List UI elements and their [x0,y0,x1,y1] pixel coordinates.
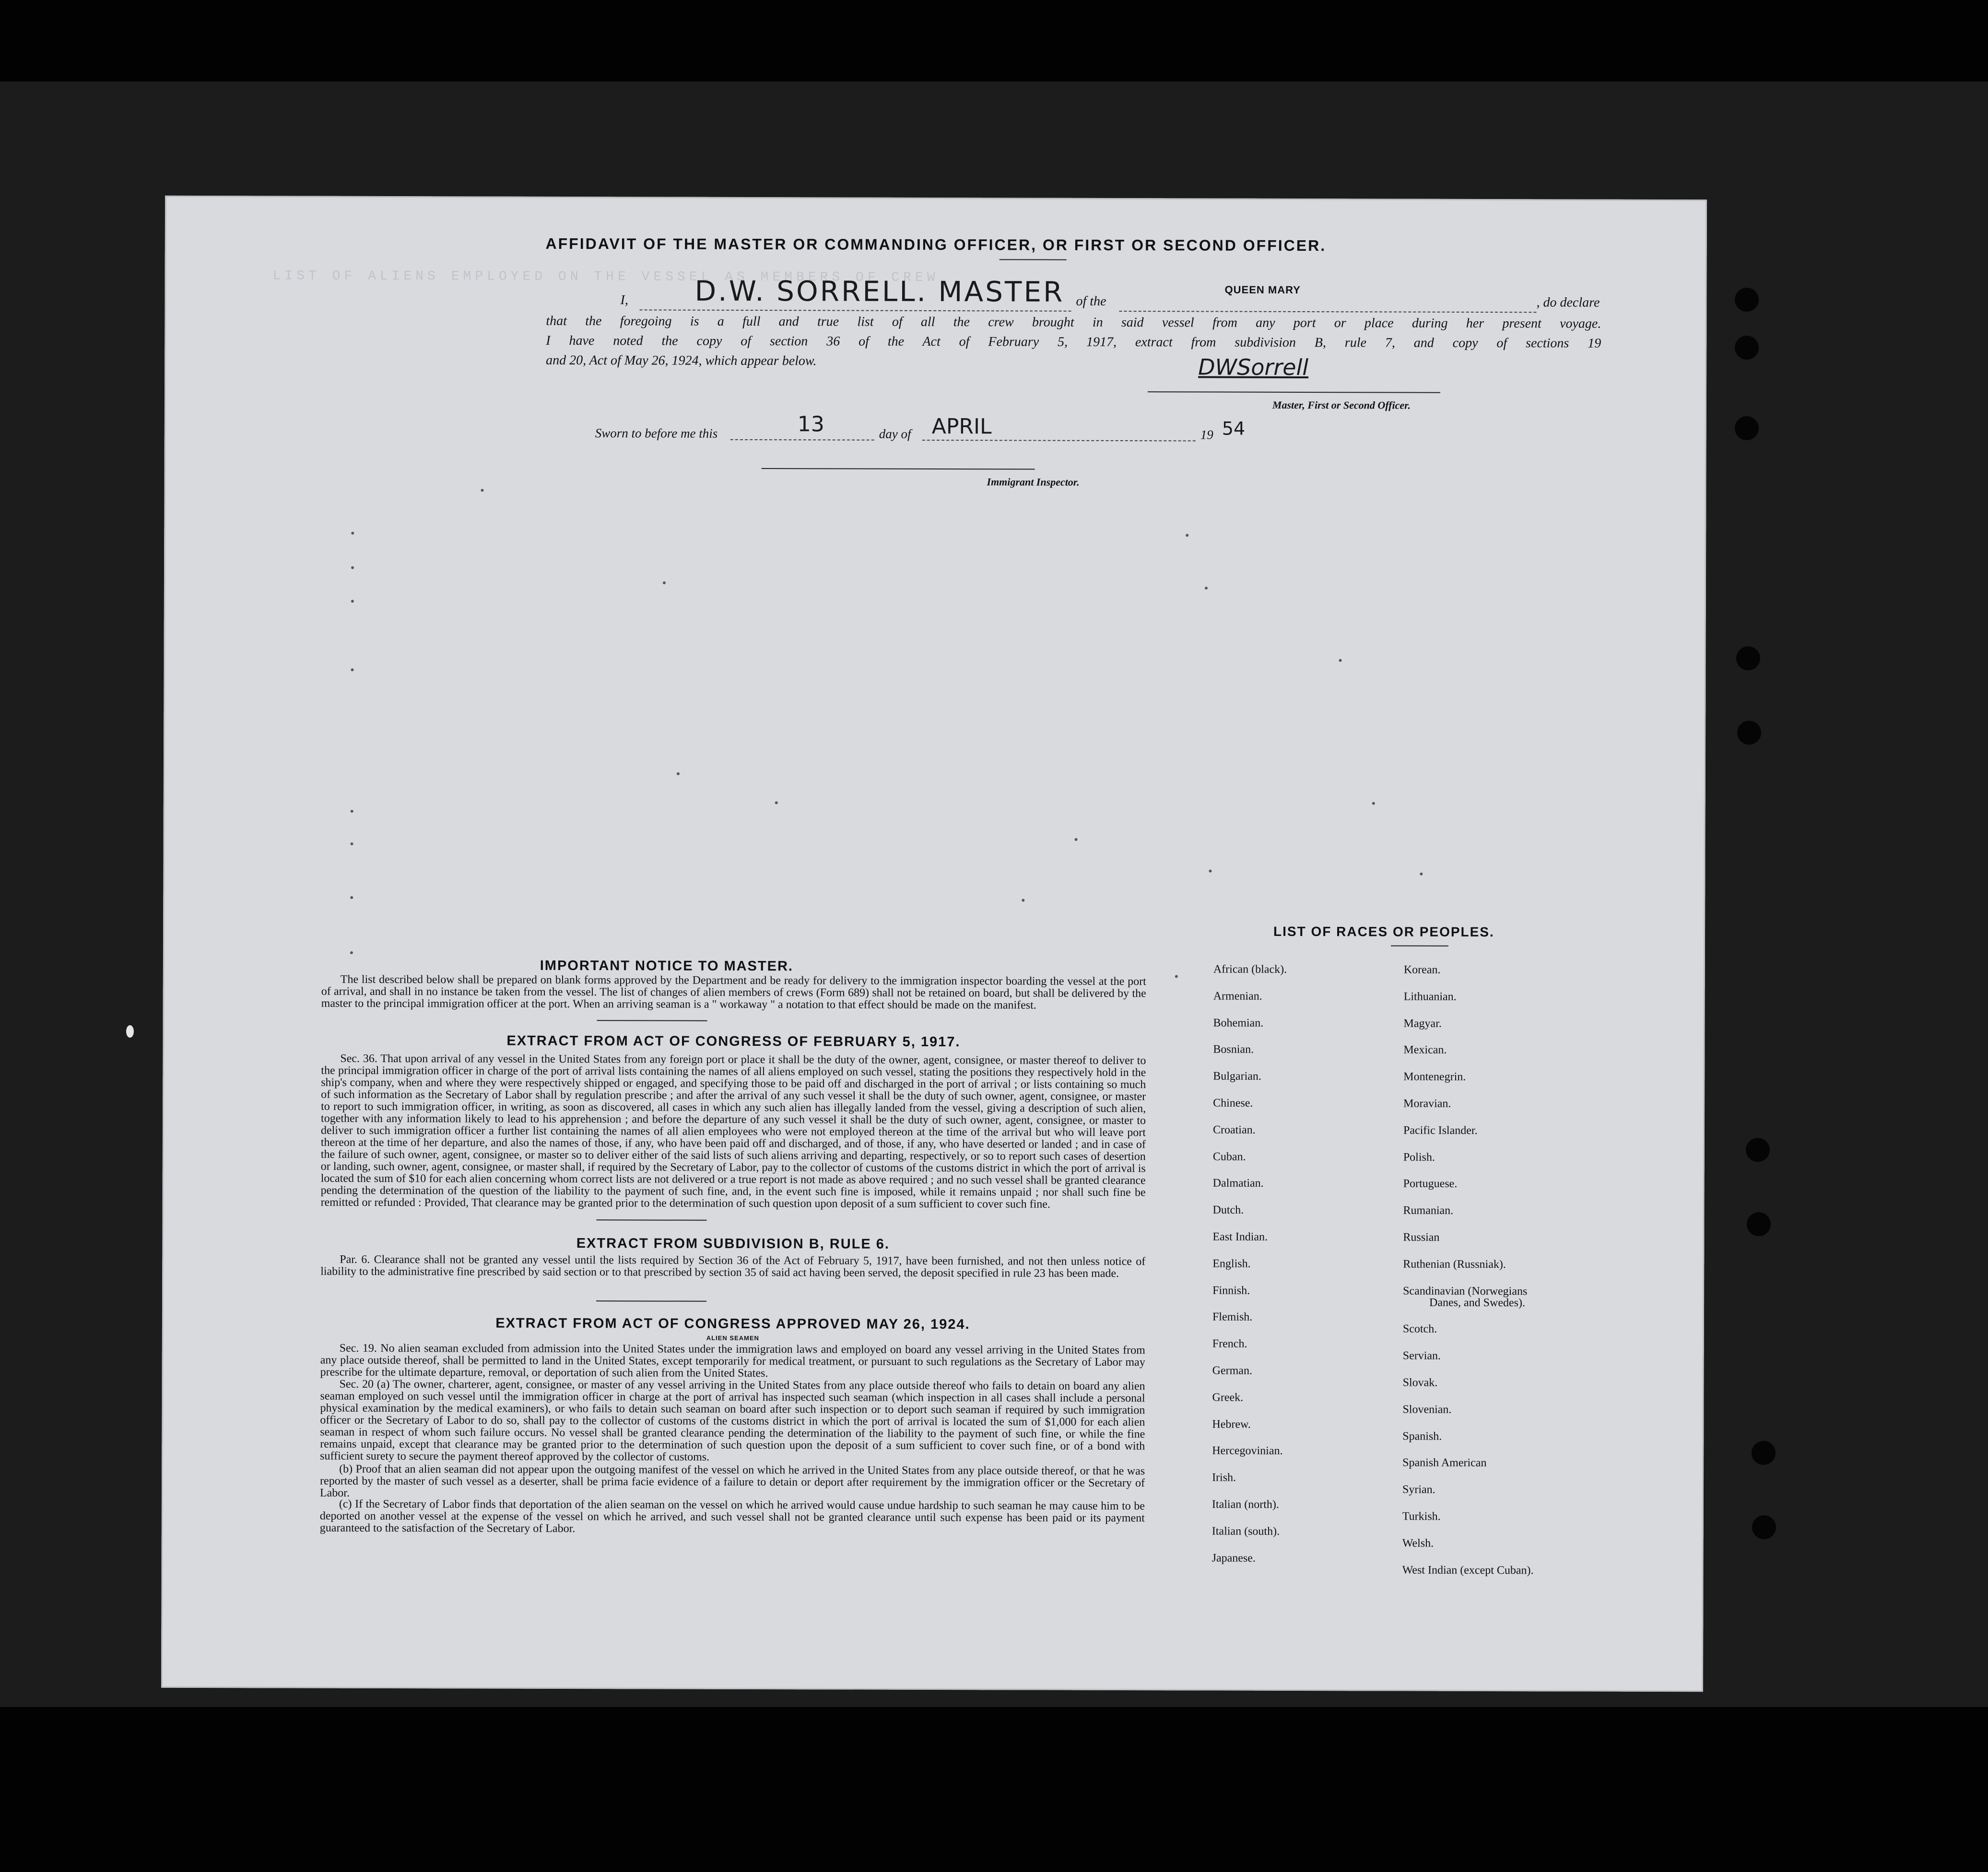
race-item: Hebrew. [1212,1418,1251,1431]
signature-caption: Master, First or Second Officer. [1272,398,1411,411]
affidavit-title: AFFIDAVIT OF THE MASTER OR COMMANDING OFFICER, OR FIRST OR SECOND OFFICER. [545,234,1327,255]
bleed-through: LIST OF ALIENS EMPLOYED ON THE VESSEL AS MEMBERS OF CREW [272,269,939,286]
affidavit-line-2: that the foregoing is a full and true list of all the crew brought in said vessel from any port or place during her present voyage. [546,313,1601,331]
punch-hole [1752,1441,1776,1465]
speck [351,842,353,845]
race-item: Korean. [1403,963,1441,976]
race-item: Japanese. [1212,1552,1256,1565]
race-item: Flemish. [1212,1310,1253,1324]
master-signature: DWSorrell [1198,354,1309,381]
race-item: Welsh. [1402,1537,1434,1550]
sworn-label: Sworn to before me this [595,426,718,441]
speck [1022,899,1024,901]
race-item: Bosnian. [1213,1043,1254,1056]
race-item: Slovak. [1402,1376,1438,1389]
inspector-caption: Immigrant Inspector. [987,476,1080,488]
white-speck [126,1025,134,1038]
affidavit-line-3: I have noted the copy of section 36 of the Act of February 5, 1917, extract from subdivision B, rule 7, and copy of sections 19 [546,333,1601,351]
punch-hole [1752,1515,1776,1539]
speck [1372,802,1375,805]
year-suffix-handwritten: 54 [1222,418,1246,439]
punch-hole [1735,416,1759,440]
inspector-signature-line [762,468,1035,469]
punch-hole [1736,646,1760,670]
speck [351,532,354,535]
race-item: Ruthenian (Russniak). [1403,1258,1506,1271]
race-item: Scotch. [1402,1322,1437,1336]
extract-1924-title: EXTRACT FROM ACT OF CONGRESS APPROVED MAY 26, 1924. [495,1315,970,1333]
race-item: Lithuanian. [1403,990,1457,1003]
race-item: Irish. [1212,1471,1236,1484]
affidavit-line-4: and 20, Act of May 26, 1924, which appear below. [546,352,817,369]
master-name-handwritten: D.W. SORRELL. MASTER [694,274,1065,308]
race-item: French. [1212,1337,1247,1350]
month-line [922,440,1196,441]
race-item: Moravian. [1403,1097,1451,1110]
punch-hole [1735,288,1759,312]
speck [1209,869,1212,872]
race-item: African (black). [1213,963,1287,976]
race-item: Greek. [1212,1391,1244,1404]
race-item: Cuban. [1212,1150,1246,1163]
speck [351,600,354,603]
speck [350,896,353,899]
race-item: Turkish. [1402,1510,1441,1523]
speck [350,951,353,954]
speck [1075,838,1078,841]
race-item: German. [1212,1364,1253,1377]
of-the-label: of the [1076,293,1106,309]
race-item: Hercegovinian. [1212,1444,1283,1458]
speck [1420,873,1423,876]
speck [1339,659,1342,662]
race-item: Scandinavian (Norwegians [1403,1285,1528,1298]
title-rule [1000,259,1067,260]
day-line [730,439,874,441]
notice-title: IMPORTANT NOTICE TO MASTER. [540,958,794,974]
extract-1924-sec19: Sec. 19. No alien seaman excluded from admission into the United States under the immigration laws and employed on board any vessel arriving in the United States from any place outside thereof, shall be permitted to land in the United States, except temporarily for medical treatment, or pursuant to such regulations as the Secretary of Labor may prescribe for the ultimate departure, removal, or deportation of such alien from the United States. [320,1342,1145,1380]
i-label: I, [620,292,628,308]
race-item: Danes, and Swedes). [1429,1296,1526,1309]
race-item: Finnish. [1212,1284,1250,1297]
race-item: Polish. [1403,1151,1435,1164]
speck [663,582,666,585]
race-item: Armenian. [1213,990,1262,1003]
race-item: East Indian. [1212,1230,1268,1243]
do-declare-label: , do declare [1536,295,1600,310]
speck [1175,975,1178,978]
race-item: Dutch. [1212,1204,1244,1217]
vessel-name-stamp: QUEEN MARY [1224,283,1301,296]
punch-hole [1735,336,1759,360]
speck [481,489,483,492]
race-item: Mexican. [1403,1043,1447,1057]
rule-6-title: EXTRACT FROM SUBDIVISION B, RULE 6. [576,1236,890,1252]
race-item: Syrian. [1402,1483,1435,1496]
notice-text: The list described below shall be prepared on blank forms approved by the Department and be ready for delivery to the immigration inspector boarding the vessel at the port of arrival, and shall in no instance be taken from the vessel. The list of changes of alien members of crews (Form 689) shall not be retained on board, but shall be delivered by the master to the principal immigration officer at the port. When an arriving seaman is a " workaway " a notation to that effect should be made on the manifest. [321,973,1146,1012]
extract-1924-sec20b: (b) Proof that an alien seaman did not appear upon the outgoing manifest of the vessel on which he arrived in the United States from any place outside thereof, or that he was reported by the master of such vessel as a deserter, shall be prima facie evidence of a failure to detain or deport after requirement by the immigration officer or the Secretary of Labor. [319,1462,1145,1499]
race-item: Rumanian. [1403,1204,1454,1217]
year-prefix: 19 [1200,427,1213,442]
signature-line [1148,391,1440,393]
speck [1186,534,1188,537]
rule-6-text: Par. 6. Clearance shall not be granted any vessel until the lists required by Section 36 of the Act of February 5, 1917, have been furnished, and not then unless notice of liability to the administrative fine prescribed by said section or to that prescribed by section 35 of said act having been served, the deposit specified in rule 23 has been made. [320,1253,1146,1280]
speck [775,801,778,804]
race-item: Spanish. [1402,1430,1442,1443]
races-title-rule [1391,945,1448,946]
vessel-line [1119,311,1536,313]
extract-1917-text: Sec. 36. That upon arrival of any vessel in the United States from any foreign port or place it shall be the duty of the owner, agent, consignee, or master thereof to deliver to the principal immigration officer in charge of the port of arrival lists containing the names of all aliens employed on such vessel, stating the positions they respectively hold in the ship's company, when and where they were respectively shipped or engaged, and specifying those to be paid off and discharged in the port of arrival ; or lists containing so much of such information as the Secretary of Labor shall by regulation prescribe ; and after the arrival of any such vessel it shall be the duty of such owner, agent, consignee, or master to report to such immigration officer, in writing, as soon as discovered, all cases in which any such alien has illegally landed from the vessel, giving a description of such alien, together with any information likely to lead to his apprehension ; and before the departure of any such vessel it shall be the duty of such owner, agent, consignee, or master to deliver to such immigration officer a further list containing the names of all alien employees who were not employed thereon at the time of the arrival but who will leave port thereon at the time of her departure, and also the names of those, if any, who have been paid off and discharged, and of those, if any, who have deserted or landed ; and in case of the failure of such owner, agent, consignee, or master so to deliver either of the said lists of such aliens arriving and departing, respectively, or so to report such cases of desertion or landing, such owner, agent, consignee, or master shall, if required by the Secretary of Labor, pay to the collector of customs of the customs district in which the port of arrival is located the sum of $10 for each alien concerning whom correct lists are not delivered or a true report is not made as above required ; and no such vessel shall be granted clearance pending the determination of the question of the liability to the payment of such fine, and, in the event such fine is imposed, while it remains unpaid ; nor shall such fine be remitted or refunded : Provided, That clearance may be granted prior to the determination of such question upon deposit of a sum sufficient to cover such fine. [320,1052,1146,1211]
race-item: Spanish American [1402,1456,1487,1470]
sworn-month-handwritten: APRIL [931,414,992,439]
race-item: Slovenian. [1402,1403,1452,1416]
speck [351,566,354,569]
section-rule [596,1219,706,1221]
race-item: Russian [1403,1231,1440,1244]
race-item: Magyar. [1403,1017,1442,1030]
race-item: Portuguese. [1403,1177,1458,1191]
day-of-label: day of [879,426,911,441]
alien-seamen-subtitle: ALIEN SEAMEN [706,1334,759,1342]
sworn-day-handwritten: 13 [797,412,824,437]
punch-hole [1746,1138,1770,1162]
race-item: Bulgarian. [1213,1070,1261,1083]
punch-hole [1737,721,1761,745]
race-item: Dalmatian. [1212,1177,1264,1190]
punch-hole [1747,1212,1771,1236]
name-line [639,309,1071,311]
race-item: Croatian. [1212,1123,1256,1136]
speck [351,810,353,813]
race-item: English. [1212,1257,1251,1270]
race-item: Pacific Islander. [1403,1124,1478,1137]
race-item: Servian. [1402,1349,1441,1362]
speck [677,772,680,775]
section-rule [596,1300,706,1302]
speck [351,668,353,671]
race-item: Montenegrin. [1403,1070,1466,1084]
race-item: Italian (south). [1212,1525,1280,1538]
race-item: Italian (north). [1212,1498,1279,1511]
races-title: LIST OF RACES OR PEOPLES. [1273,924,1494,940]
extract-1917-title: EXTRACT FROM ACT OF CONGRESS OF FEBRUARY 5, 1917. [506,1033,961,1050]
race-item: Chinese. [1213,1097,1253,1110]
race-item: Bohemian. [1213,1017,1264,1030]
extract-1924-sec20c: (c) If the Secretary of Labor finds that deportation of the alien seaman on the vessel on which he arrived would cause undue hardship to such seaman he may cause him to be deported on another vessel at the expense of the vessel on which he arrived, and such vessel shall not be granted clearance until such expense has been paid or its payment guaranteed to the satisfaction of the Secretary of Labor. [319,1498,1145,1535]
section-rule [597,1020,707,1021]
extract-1924-sec20a: Sec. 20 (a) The owner, charterer, agent, consignee, or master of any vessel arriving in the United States from any place outside thereof who fails to detain on board any alien seaman employed on such vessel until the immigration officer in charge at the port of arrival has inspected such seaman (which inspection in all cases shall include a personal physical examination by the medical examiners), or who fails to detain such seaman on board after such inspection or to deport such seaman if required by such immigration officer or the Secretary of Labor to do so, shall pay to the collector of customs of the customs district in which the port of arrival is located the sum of $1,000 for each alien seaman in respect of whom such failure occurs. No vessel shall be granted clearance pending the determination of the liability to the payment of such fine, or while the fine remains unpaid, except that clearance may be granted prior to the determination of such question upon the deposit of a sum sufficient to cover such fine, or of a bond with sufficient surety to secure the payment thereof approved by the collector of customs. [320,1378,1145,1463]
race-item: West Indian (except Cuban). [1402,1564,1534,1577]
speck [1205,586,1208,589]
document-page [161,196,1707,1692]
